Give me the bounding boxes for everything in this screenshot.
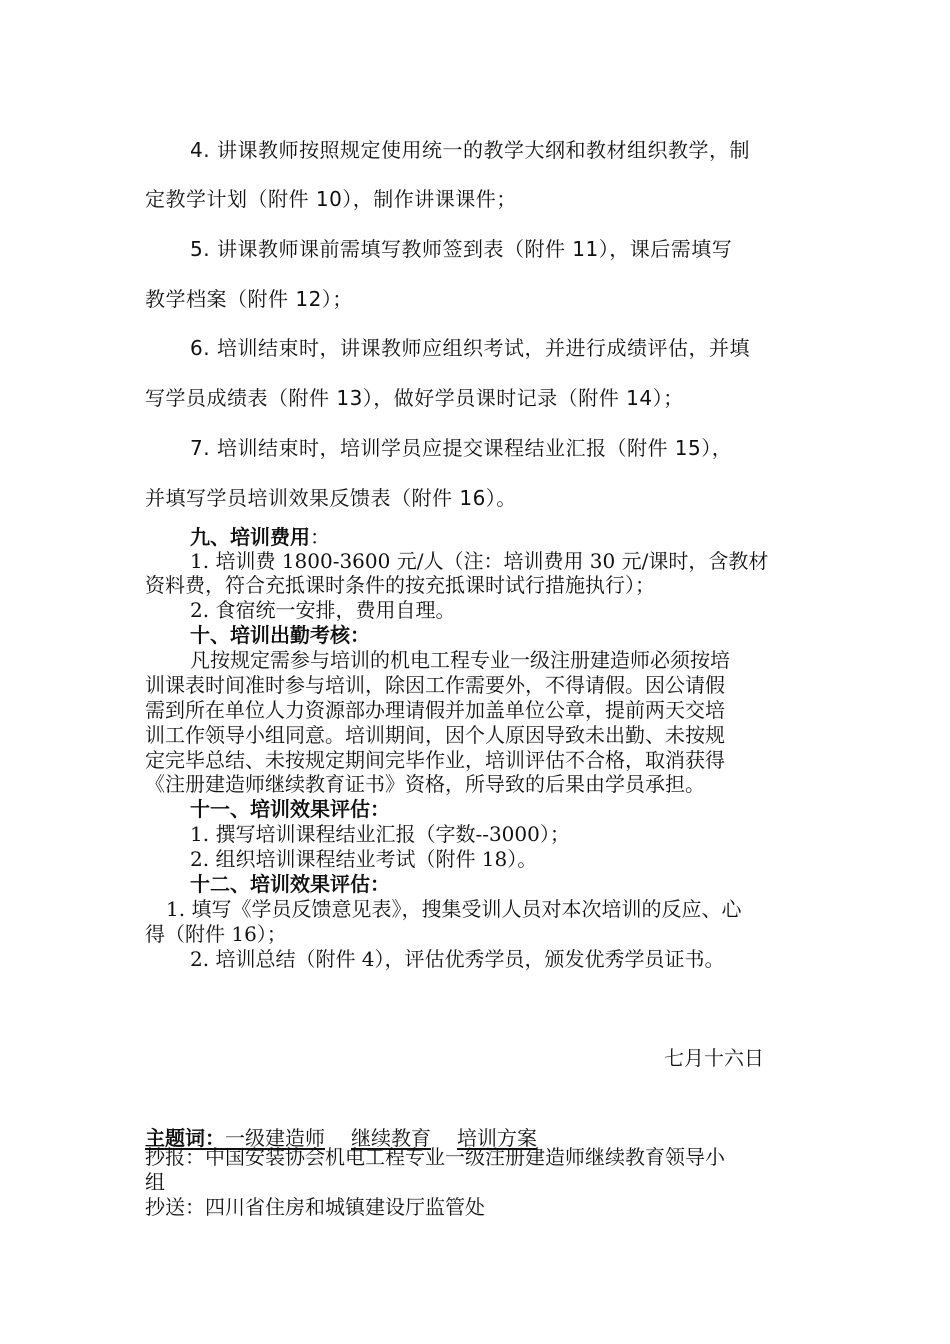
copy-to-line: 抄送：四川省住房和城镇建设厅监管处 [145,1195,485,1219]
item-5-line-2: 教学档案（附件 12）； [145,287,353,311]
section-10-heading: 十、培训出勤考核： [190,623,370,647]
attendance-line-1: 凡按规定需参与培训的机电工程专业一级注册建造师必须按培 [190,648,730,672]
fee-item-2: 2. 食宿统一安排，费用自理。 [190,598,456,622]
attendance-line-5: 定完毕总结、未按规定期间完毕作业，培训评估不合格，取消获得 [145,748,725,772]
item-7-line-2: 并填写学员培训效果反馈表（附件 16）。 [145,486,517,510]
keyword: 一级建造师 [225,1126,325,1150]
section-12-heading: 十二、培训效果评估： [190,872,390,896]
fee-item-1-line-2: 资料费，符合充抵课时条件的按充抵课时试行措施执行）； [145,573,655,597]
attendance-line-2: 训课表时间准时参与培训，除因工作需要外，不得请假。因公请假 [145,673,725,697]
report-to-line-2: 组 [145,1170,165,1194]
item-4-line-2: 定教学计划（附件 10），制作讲课课件； [145,187,517,211]
item-4-line-1: 4. 讲课教师按照规定使用统一的教学大纲和教材组织教学，制 [190,138,750,162]
keywords-label: 主题词： [145,1126,225,1150]
attendance-line-6: 《注册建造师继续教育证书》资格，所导致的后果由学员承担。 [145,772,705,796]
attendance-line-3: 需到所在单位人力资源部办理请假并加盖单位公章，提前两天交培 [145,698,725,722]
feedback-item-1-line-2: 得（附件 16）； [145,922,287,946]
item-6-line-1: 6. 培训结束时，讲课教师应组织考试，并进行成绩评估，并填 [190,336,750,360]
document-date: 七月十六日 [664,1046,764,1070]
section-11-heading: 十一、培训效果评估： [190,797,390,821]
feedback-item-1-line-1: 1. 填写《学员反馈意见表》，搜集受训人员对本次培训的反应、心 [166,897,742,921]
attendance-line-4: 训工作领导小组同意。培训期间，因个人原因导致未出勤、未按规 [145,723,725,747]
item-6-line-2: 写学员成绩表（附件 13），做好学员课时记录（附件 14）； [145,386,684,410]
evaluation-item-2: 2. 组织培训课程结业考试（附件 18）。 [190,847,538,871]
section-9-heading [190,527,330,547]
keyword: 培训方案 [457,1126,537,1150]
item-7-line-1: 7. 培训结束时，培训学员应提交课程结业汇报（附件 15）， [190,436,733,460]
keyword: 继续教育 [351,1126,431,1150]
fee-item-1-line-1: 1. 培训费 1800-3600 元/人（注：培训费用 30 元/课时，含教材 [190,549,769,573]
section-9-heading-text: 九、培训费用 [190,525,310,549]
item-5-line-1: 5. 讲课教师课前需填写教师签到表（附件 11），课后需填写 [190,237,733,261]
evaluation-item-1: 1. 撰写培训课程结业汇报（字数--3000）； [190,822,570,846]
report-to-line-1: 抄报：中国安装协会机电工程专业一级注册建造师继续教育领导小 [145,1145,725,1169]
feedback-item-2: 2. 培训总结（附件 4），评估优秀学员，颁发优秀学员证书。 [190,947,725,971]
section-9-heading-colon: ： [310,525,330,549]
